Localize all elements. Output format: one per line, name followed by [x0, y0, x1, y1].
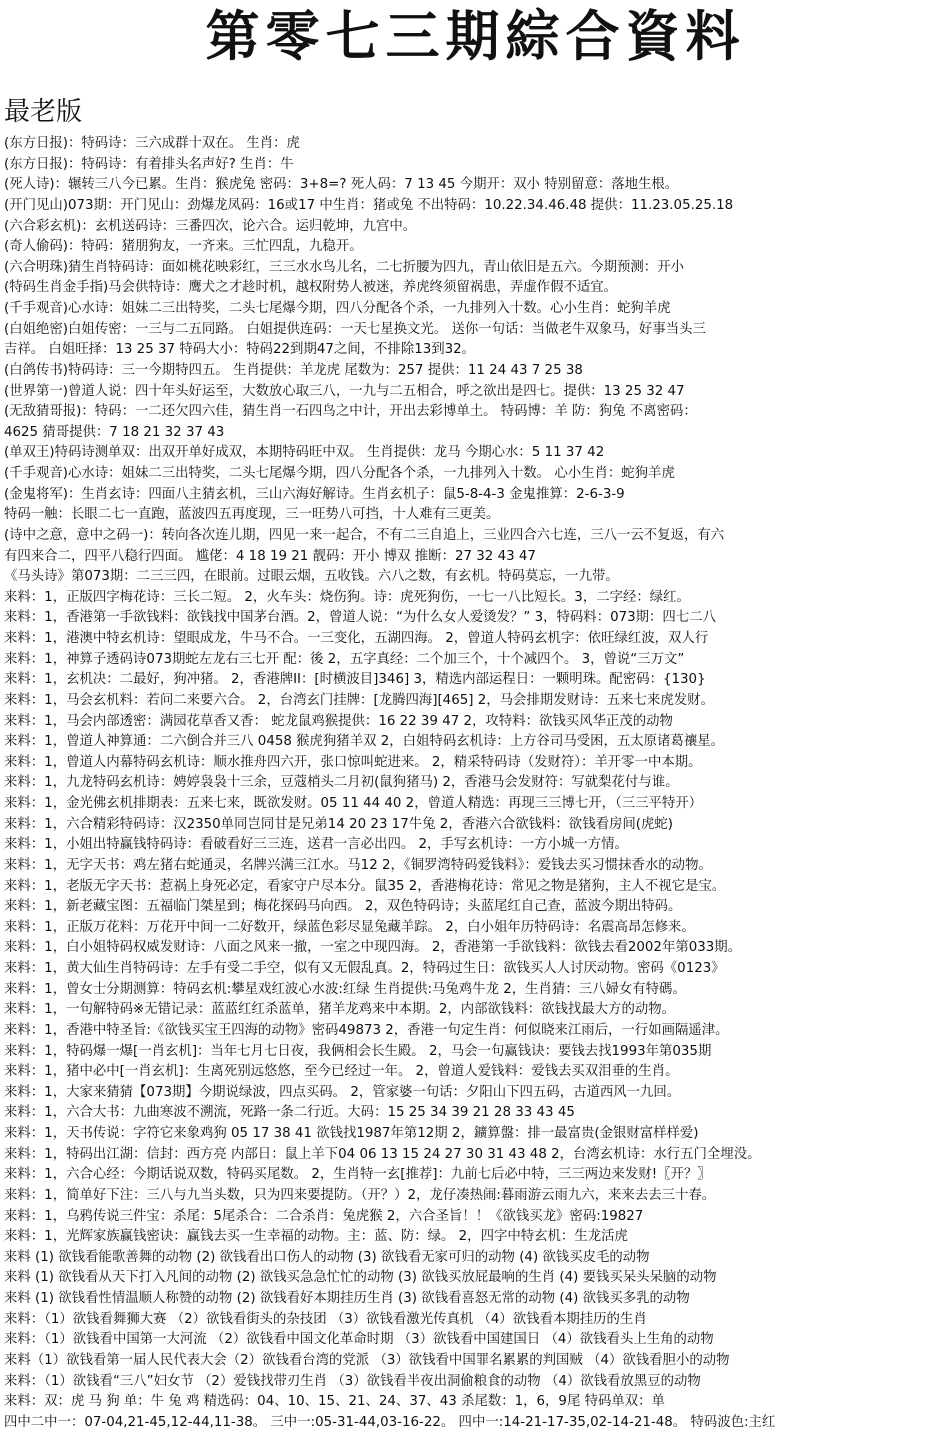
- text-line: (金鬼将军)：生肖玄诗：四面八主猜玄机，三山六海好解诗。生肖玄机子：鼠5-8-4-3 金鬼推算：2-6-3-9: [4, 486, 625, 502]
- content-lines: [4, 134, 949, 1433]
- text-line: 来料：1，香港第一手欲钱料：欲钱找中国茅台酒。2，曾道人说：“为什么女人爱烫发？” 3，特码料：073期：四七二八: [4, 610, 716, 626]
- text-line: (千手观音)心水诗：姐妹二三出特奖，二头七尾爆今期，四八分配各个杀，一九排列入十数。 心小生肖：蛇狗羊虎: [4, 466, 675, 481]
- text-line: 来料：1，六合精彩特码诗：汉2350单同岂同甘是兄弟14 20 23 17牛兔 2，香港六合欲钱料：欲钱看房间(虎蛇): [4, 816, 673, 832]
- text-line: (千手观音)心水诗：姐妹二三出特奖，二头七尾爆今期，四八分配各个杀，一九排列入十数。心小生肖：蛇狗羊虎: [4, 301, 671, 316]
- text-line: 来料：1，无字天书：鸡左猪右蛇通灵，名牌兴满三江水。马12 2，《铜罗湾特码爱钱料》：爱钱去买习惯抹香水的动物。: [4, 857, 712, 873]
- text-line: 来料：1，特码爆一爆[一肖玄机]：当年七月七日夜，我俩相会长生殿。 2，马会一句赢钱诀：要钱去找1993年第035期: [4, 1043, 712, 1059]
- text-line: 来料：1，黄大仙生肖特码诗：左手有受二手空，似有又无假乱真。2，特码过生日：欲钱买人人讨厌动物。密码《0123》: [4, 961, 725, 976]
- text-line: 来料 (1) 欲钱看从天下打入凡间的动物 (2) 欲钱买急急忙忙的动物 (3) 欲钱买放屁最响的生肖 (4) 要钱买呆头呆脑的动物: [4, 1270, 717, 1286]
- text-line: 来料：1，九龙特码玄机诗：娉婷袅袅十三余，豆蔻梢头二月初(鼠狗猪马) 2，香港马会发财符：写就梨花付与谁。: [4, 775, 679, 791]
- text-line: 有四来合二，四平八稳行四面。 尴佬：4 18 19 21 靓码：开小 博双 推断：27 32 43 47: [4, 548, 536, 564]
- text-line: 吉祥。 白姐旺择：13 25 37 特码大小：特码22到期47之间，不排除13到32。: [4, 342, 476, 358]
- text-line: 来料：1，六合大书：九曲寒波不溯流，死路一条二行近。大码：15 25 34 39 21 28 33 43 45: [4, 1105, 575, 1121]
- text-line: 来料 (1) 欲钱看性情温顺人称赞的动物 (2) 欲钱看好本期挂历生肖 (3) 欲钱看喜怒无常的动物 (4) 欲钱买多乳的动物: [4, 1291, 690, 1306]
- text-line: 来料：1，正版万花料：万花开中间一二好数开，绿蓝色彩尽显兔藏羊踪。 2，白小姐年历特码诗：名震高昂怎修来。: [4, 919, 695, 935]
- text-line: 来料：（1）欲钱看“三八”妇女节 （2）爱钱找带刃生肖 （3）欲钱看半夜出洞偷粮食的动物 （4）欲钱看放黑豆的动物: [4, 1373, 701, 1389]
- text-line: (死人诗)：辗转三八今已累。生肖：猴虎兔 密码：3+8=? 死人码：7 13 45 今期开：双小 特别留意：落地生根。: [4, 177, 679, 193]
- text-line: 来料：1，马会内部透密：满园花草香又香： 蛇龙鼠鸡猴提供：16 22 39 47 2，攻特料：欲钱买风华正茂的动物: [4, 713, 673, 729]
- text-line: (东方日报)：特码诗：有着排头名声好? 生肖：牛: [4, 156, 294, 172]
- text-line: 来料：1，特码出江湖：信封：西方亮 内部日：鼠上羊下04 06 13 15 24 27 30 31 43 48 2，台湾玄机诗：水行五门全埋没。: [4, 1146, 761, 1162]
- text-line: 来料：1，马会玄机料：若问二来要六合。 2，台湾玄门挂牌：[龙腾四海][465] 2，马会排期发财诗：五来七来虎发财。: [4, 692, 714, 708]
- text-line: 来料：1，大家来猜猜【073期】今期说绿波，四点买码。 2，管家婆一句话：夕阳山下四五码，古道西风一九回。: [4, 1084, 681, 1100]
- text-line: (东方日报)：特码诗：三六成群十双在。 生肖：虎: [4, 136, 300, 151]
- text-line: 特码一触：长眼二七一直跑，蓝波四五再度现，三一旺势八可挡，十人难有三更美。: [4, 507, 500, 523]
- text-line: (白鸽传书)特码诗：三一今期特四五。 生肖提供：羊龙虎 尾数为：257 提供：11 24 43 7 25 38: [4, 362, 583, 378]
- text-line: (开门见山)073期：开门见山：劲爆龙凤码：16或17 中生肖：猪或兔 不出特码：10.22.34.46.48 提供：11.23.05.25.18: [4, 197, 734, 213]
- text-line: 来料：1，老版无字天书：惹祸上身死必定，看家守户尽本分。鼠35 2，香港梅花诗：常见之物是猪狗，主人不视它是宝。: [4, 878, 726, 894]
- text-line: 来料：1，一句解特码※无错记录：蓝蓝红红杀蓝单，猪羊龙鸡来中本期。2，内部欲钱料：欲钱找最大方的动物。: [4, 1002, 676, 1018]
- text-line: (六合明珠)猜生肖特码诗：面如桃花映彩红，三三水水鸟儿名，二七折腰为四九，青山依旧是五六。今期预测：开小: [4, 259, 684, 275]
- text-line: 来料：1，小姐出特赢钱特码诗：看破看好三三连，送君一言必出四。 2，手写玄机诗：一方小城一方情。: [4, 837, 628, 853]
- text-line: 来料：1，天书传说：字符它来象鸡狗 05 17 38 41 欲钱找1987年第12期 2，鑛算盤：排一最富贵(金银财富样样爱): [4, 1126, 699, 1141]
- edition-label: 最老版: [4, 97, 83, 127]
- text-line: (世界第一)曾道人说：四十年头好运至，大数放心取三八，一九与二五相合，呼之欲出是四七。提供：13 25 32 47: [4, 383, 685, 399]
- text-line: 来料：1，乌鸦传说三件宝：杀尾：5尾杀合：二合杀肖：兔虎猴 2，六合圣旨！！《欲钱买龙》密码:19827: [4, 1208, 644, 1224]
- text-line: (奇人偷码)：特码：猪朋狗友，一齐来。三忙四乱，九稳开。: [4, 239, 363, 255]
- text-line: 来料：1，正版四字梅花诗：三长二短。 2，火车头：烧伤狗。诗：虎死狗伤，一七一八比短长。3，二字经：绿红。: [4, 589, 690, 605]
- text-line: 来料：1，简单好下注：三八与九当头数，只为四来要提防。（开？）2，龙仔凑热闹:暮雨游云雨九六，来来去去三十春。: [4, 1187, 716, 1203]
- text-line: (无敌猜哥报)：特码：一二还欠四六佳，猜生肖一石四鸟之中计，开出去彩博单土。 特码博：羊 防：狗兔 不离密码：: [4, 404, 697, 420]
- text-line: (特码生肖金手指)马会供特诗：鹰犬之才趁时机，越权附势人被迷，养虎终须留祸患，弄虚作假不适宜。: [4, 280, 618, 296]
- text-line: 来料：1，香港中特圣旨:《欲钱买宝王四海的动物》密码49873 2，香港一句定生肖：何似晓来江雨后，一行如画隔遥津。: [4, 1022, 729, 1038]
- text-line: 来料：1，曾女士分期测算：特码玄机:攀星戏红波心水波:红绿 生肖提供:马兔鸡牛龙 2，生肖猜：三八婦女有特碼。: [4, 981, 686, 997]
- text-line: 来料：1，白小姐特码权威发财诗：八面之风来一撤，一室之中现四海。 2，香港第一手欲钱料：欲钱去看2002年第033期。: [4, 940, 742, 956]
- text-line: 来料：1，港澳中特玄机诗：望眼成龙，牛马不合。一三变化，五湖四海。 2，曾道人特码玄机字：依旺绿红波，双人行: [4, 631, 709, 646]
- text-line: 四中二中一：07-04,21-45,12-44,11-38。 三中一:05-31-44,03-16-22。 四中一:14-21-17-35,02-14-21-48。 特码波色:主红: [4, 1414, 776, 1430]
- text-line: 4625 猜哥提供：7 18 21 32 37 43: [4, 424, 225, 440]
- text-line: 《马头诗》第073期：二三三四，在眼前。过眼云烟，五收钱。六八之数，有玄机。特码莫忘，一九带。: [4, 569, 619, 585]
- text-line: 来料：1，猪中必中[一肖玄机]：生离死别远悠悠，至今已经过一年。 2，曾道人爱钱料：爱钱去买双泪垂的生肖。: [4, 1064, 679, 1080]
- text-line: 来料：1，曾道人神算通：二六倒合并三八 0458 猴虎狗猪羊双 2，白姐特码玄机诗：上方谷司马受困，五太原诸葛禳星。: [4, 734, 725, 750]
- text-line: 来料：1，曾道人内幕特码玄机诗：顺水推舟四六开，张口惊叫蛇进来。 2，精采特码诗（发财符）：羊开零一中本期。: [4, 754, 702, 770]
- text-line: (白姐绝密)白姐传密：一三与二五同路。 白姐提供连码：一天七星换文光。 送你一句话：当做老牛双象马，好事当头三: [4, 321, 706, 337]
- text-line: 来料：（1）欲钱看中国第一大河流 （2）欲钱看中国文化革命时期 （3）欲钱看中国建国日 （4）欲钱看头上生角的动物: [4, 1332, 714, 1348]
- text-line: 来料：1，新老藏宝图：五福临门桀星到；梅花探码马向西。 2，双色特码诗；头蓝尾红自己查，蓝波今期出特码。: [4, 899, 682, 915]
- page-title: 第零七三期綜合資料: [205, 4, 746, 68]
- text-line: (单双王)特码诗测单双：出双开单好成双，本期特码旺中双。 生肖提供：龙马 今期心水：5 11 37 42: [4, 445, 605, 461]
- text-line: 来料（1）欲钱看第一届人民代表大会（2）欲钱看台湾的党派 （3）欲钱看中国罪名累累的判国贼 （4）欲钱看胆小的动物: [4, 1352, 730, 1368]
- text-line: 来料：1，光辉家族赢钱密诀：赢钱去买一生幸福的动物。主：蓝、防：绿。 2，四字中特玄机：生龙活虎: [4, 1229, 628, 1245]
- text-line: 来料：1，金光佛玄机排期表：五来七来，既欲发财。05 11 44 40 2，曾道人精选：再现三三博七开，（三三平特开）: [4, 796, 703, 811]
- text-line: 来料 (1) 欲钱看能歌善舞的动物 (2) 欲钱看出口伤人的动物 (3) 欲钱看无家可归的动物 (4) 欲钱买皮毛的动物: [4, 1249, 650, 1265]
- text-line: (六合彩玄机)：玄机送码诗：三番四次，论六合。运归乾坤，九宫中。: [4, 218, 417, 234]
- text-line: 来料：1，玄机决：二最好，狗冲猪。 2，香港牌II：[时横波目]346] 3，精选内部运程日：一颗明珠。配密码：{130}: [4, 672, 706, 688]
- text-line: 来料：（1）欲钱看舞狮大赛 （2）欲钱看街头的杂技团 （3）欲钱看激光传真机 （4）欲钱看本期挂历的生肖: [4, 1311, 647, 1327]
- text-line: 来料：双：虎 马 狗 单：牛 兔 鸡 精选码：04、10、15、21、24、37、43 杀尾数：1，6，9尾 特码单双：单: [4, 1394, 665, 1410]
- text-line: 来料：1，神算子透码诗073期蛇左龙右三七开 配：後 2，五字真经：二个加三个，十个减四个。 3，曾说“三万文”: [4, 651, 685, 667]
- text-line: 来料：1，六合心经：今期话说双数，特码买尾数。 2，生肖特一玄[推荐]：九前七后必中特，三三两边来发财!〖开？〗: [4, 1167, 711, 1183]
- text-line: (诗中之意，意中之码一)：转向各次连儿期，四见一来一起合，不有二三自追上，三业四合六七连，三八一云不复返，有六: [4, 527, 725, 543]
